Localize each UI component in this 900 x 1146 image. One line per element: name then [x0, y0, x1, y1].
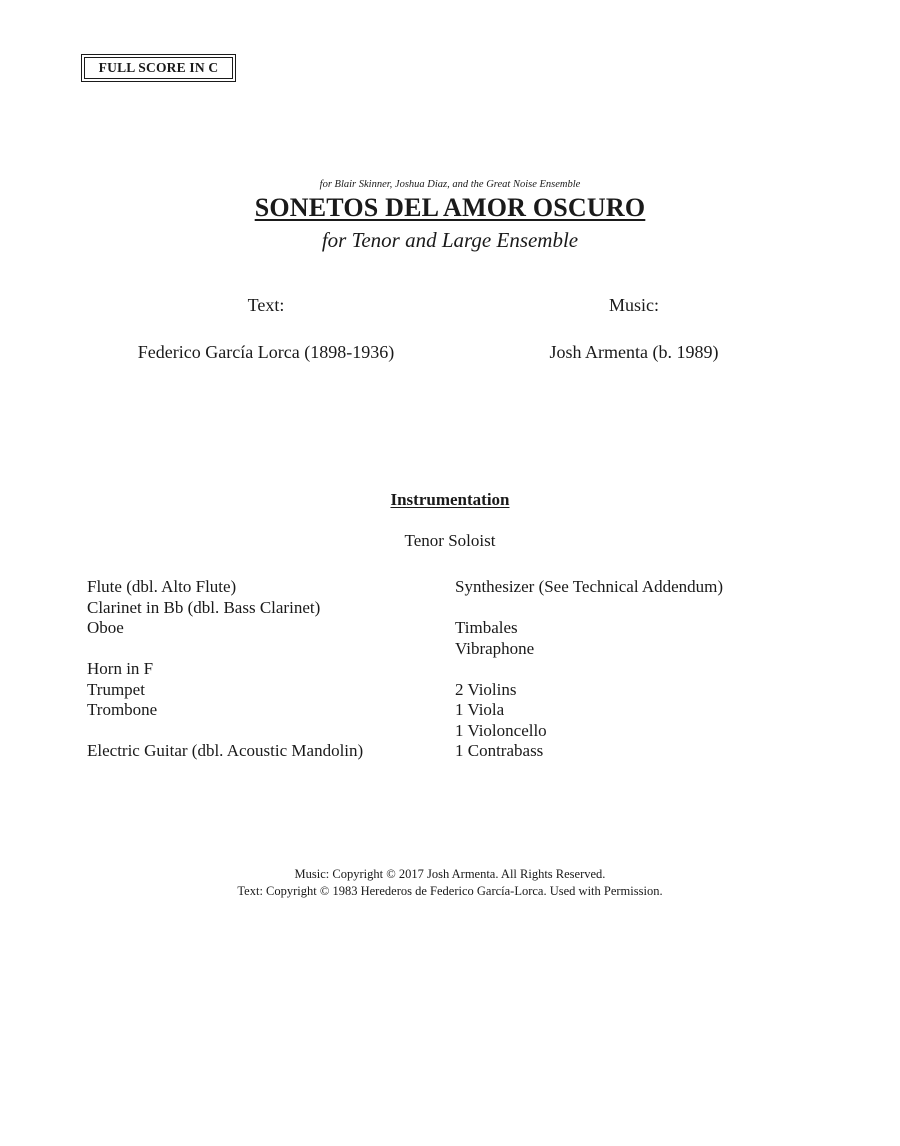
instrument-item: Timbales [455, 618, 518, 637]
music-copyright: Music: Copyright © 2017 Josh Armenta. All Rights Reserved. [294, 867, 606, 881]
soloist: Tenor Soloist [404, 531, 496, 550]
full-score-label: FULL SCORE IN C [84, 57, 233, 79]
instrument-item: Synthesizer (See Technical Addendum) [455, 577, 724, 596]
instrumentation-right-column [455, 577, 723, 762]
instrumentation-heading: Instrumentation [390, 490, 510, 509]
instrument-item: Horn in F [87, 659, 154, 678]
copyright-notice [0, 866, 900, 900]
instrument-group-spacer [87, 639, 363, 660]
instrument-item: Oboe [87, 618, 124, 637]
instrumentation-left-column [87, 577, 363, 762]
music-credit-label: Music: [608, 295, 659, 315]
full-score-badge [81, 54, 236, 82]
music-author: Josh Armenta (b. 1989) [549, 342, 719, 362]
instrument-item: Clarinet in Bb (dbl. Bass Clarinet) [87, 597, 321, 617]
instrument-group-spacer [455, 598, 723, 619]
instrument-item: Vibraphone [455, 638, 535, 658]
text-credit-label: Text: [247, 295, 285, 315]
instrument-item: 1 Contrabass [455, 741, 544, 760]
dedication: for Blair Skinner, Joshua Diaz, and the Great Noise Ensemble [319, 179, 581, 190]
instrument-item: 2 Violins [455, 679, 517, 699]
page-title: SONETOS DEL AMOR OSCURO [254, 193, 646, 222]
instrument-item: 1 Viola [455, 700, 505, 719]
instrument-group-spacer [455, 659, 723, 680]
instrument-item: 1 Violoncello [455, 720, 547, 740]
instrument-group-spacer [87, 721, 363, 742]
subtitle: for Tenor and Large Ensemble [321, 228, 579, 252]
instrument-item: Trumpet [87, 679, 145, 699]
instrument-item: Electric Guitar (dbl. Acoustic Mandolin) [87, 741, 364, 760]
instrument-item: Trombone [87, 700, 158, 719]
instrument-item: Flute (dbl. Alto Flute) [87, 577, 237, 596]
text-author: Federico García Lorca (1898-1936) [137, 342, 395, 362]
text-copyright: Text: Copyright © 1983 Herederos de Federico García-Lorca. Used with Permission. [237, 884, 663, 898]
